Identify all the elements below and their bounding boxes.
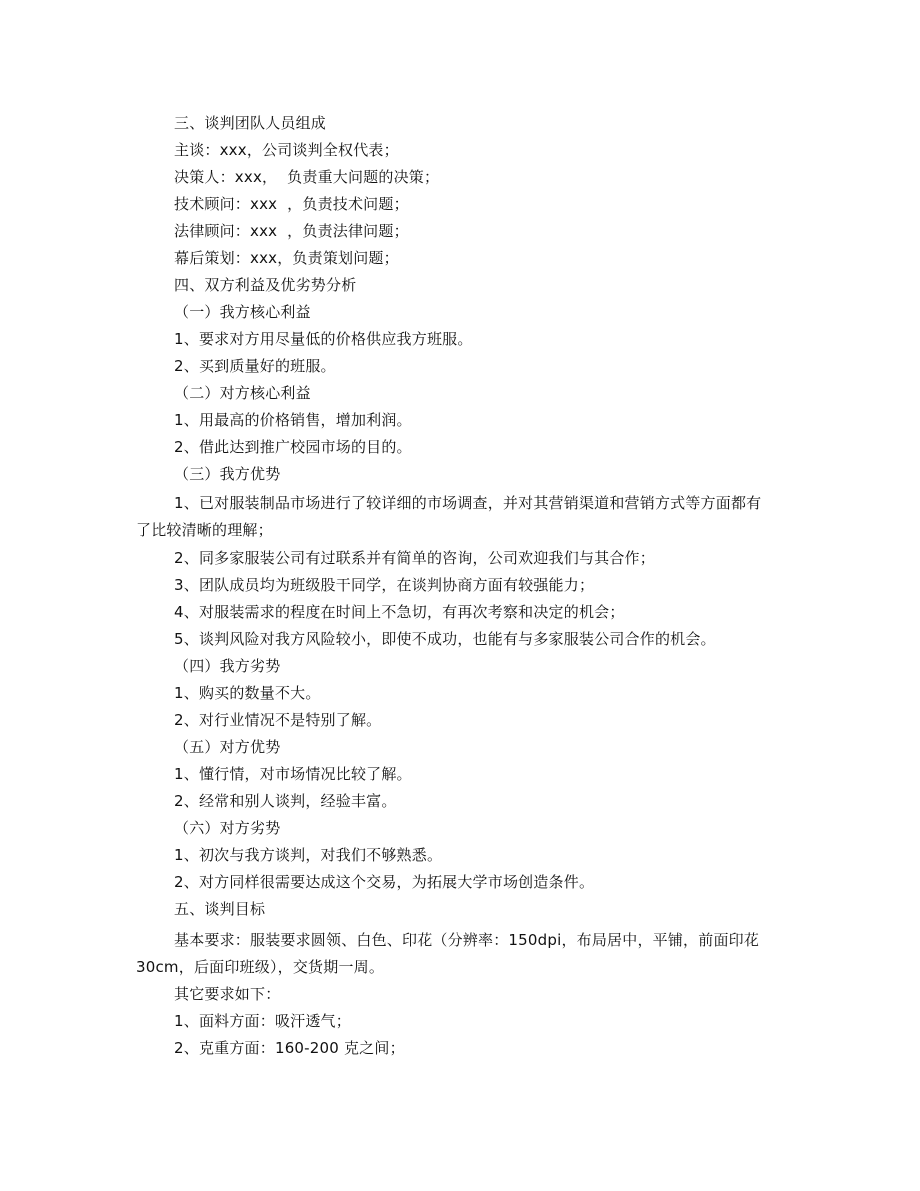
text-line: 1、购买的数量不大。: [174, 684, 321, 702]
text-line: 1、已对服装制品市场进行了较详细的市场调查，并对其营销渠道和营销方式等方面都有: [174, 494, 762, 512]
subsection-heading: （一）我方核心利益: [174, 303, 311, 321]
text-line: 2、经常和别人谈判，经验丰富。: [174, 792, 397, 810]
text-line: 2、同多家服装公司有过联系并有简单的咨询，公司欢迎我们与其合作；: [174, 549, 655, 567]
text-line: 1、初次与我方谈判，对我们不够熟悉。: [174, 846, 443, 864]
text-line: 5、谈判风险对我方风险较小，即使不成功，也能有与多家服装公司合作的机会。: [174, 630, 716, 648]
text-line: 技术顾问：xxx ，负责技术问题；: [174, 195, 409, 213]
subsection-heading: （四）我方劣势: [174, 657, 281, 675]
text-line: 3、团队成员均为班级股干同学，在谈判协商方面有较强能力；: [174, 576, 595, 594]
text-line: 法律顾问：xxx ，负责法律问题；: [174, 222, 409, 240]
text-line: 1、用最高的价格销售，增加利润。: [174, 411, 412, 429]
text-line: 4、对服装需求的程度在时间上不急切，有再次考察和决定的机会；: [174, 603, 625, 621]
subsection-heading: （三）我方优势: [174, 465, 281, 483]
text-line: 2、克重方面：160-200 克之间；: [174, 1039, 405, 1057]
text-line: 1、懂行情，对市场情况比较了解。: [174, 765, 412, 783]
text-line-continued: 了比较清晰的理解；: [136, 521, 273, 539]
subsection-heading: （五）对方优势: [174, 738, 281, 756]
subsection-heading: （六）对方劣势: [174, 819, 281, 837]
section-heading-team: 三、谈判团队人员组成: [174, 114, 327, 132]
text-line: 1、要求对方用尽量低的价格供应我方班服。: [174, 330, 473, 348]
subsection-heading: （二）对方核心利益: [174, 384, 311, 402]
text-line: 1、面料方面：吸汗透气；: [174, 1012, 351, 1030]
text-line: 基本要求：服装要求圆领、白色、印花（分辨率：150dpi，布局居中，平铺，前面印花: [174, 931, 760, 949]
section-heading-analysis: 四、双方利益及优劣势分析: [174, 276, 357, 294]
text-line: 其它要求如下：: [174, 985, 281, 1003]
text-line: 2、借此达到推广校园市场的目的。: [174, 438, 412, 456]
text-line: 主谈：xxx，公司谈判全权代表；: [174, 141, 399, 159]
text-line: 幕后策划：xxx，负责策划问题；: [174, 249, 399, 267]
text-line: 决策人：xxx， 负责重大问题的决策；: [174, 168, 440, 186]
text-line: 2、对方同样很需要达成这个交易，为拓展大学市场创造条件。: [174, 873, 595, 891]
text-line: 2、买到质量好的班服。: [174, 357, 336, 375]
text-line-continued: 30cm，后面印班级），交货期一周。: [136, 958, 385, 976]
text-line: 2、对行业情况不是特别了解。: [174, 711, 382, 729]
section-heading-goals: 五、谈判目标: [174, 900, 266, 918]
